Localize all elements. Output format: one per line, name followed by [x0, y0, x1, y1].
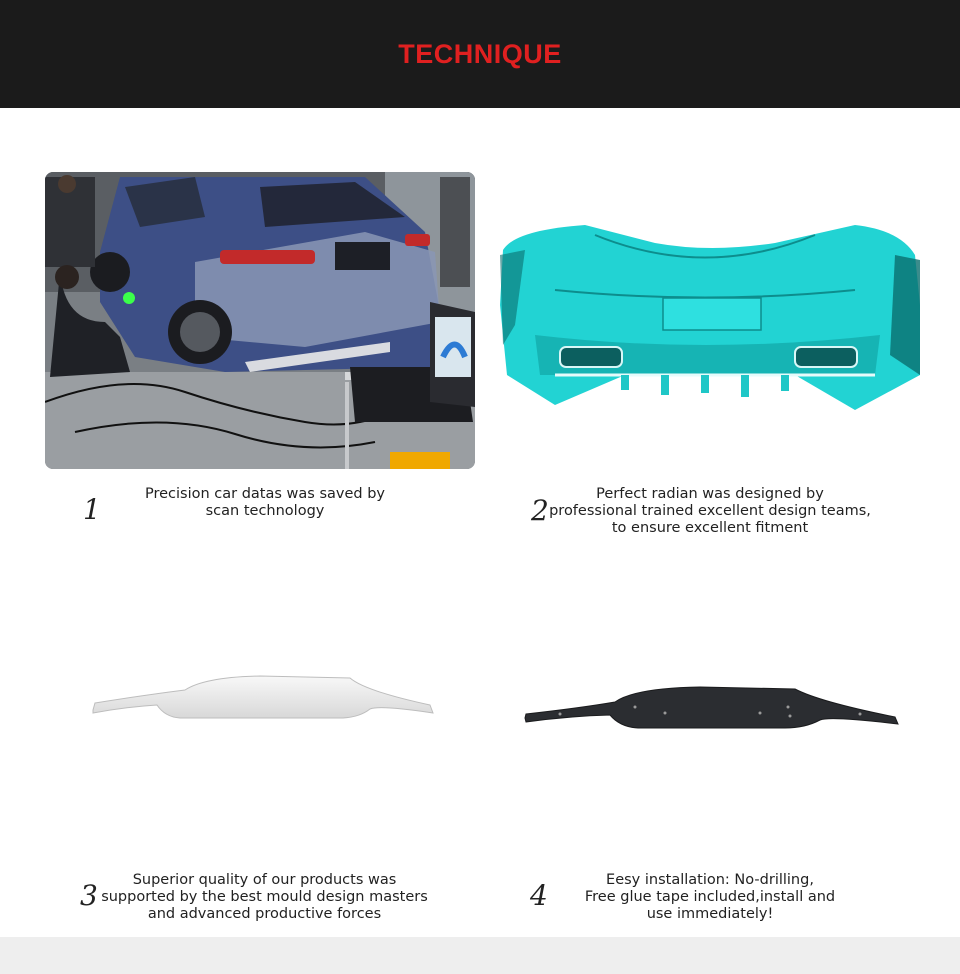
- step-number-3: 3: [80, 879, 98, 912]
- step-caption-2: [545, 486, 875, 537]
- 3d-scan-render: [495, 215, 925, 415]
- caption-line: professional trained excellent design teams,: [549, 503, 871, 519]
- step-caption-4: [570, 872, 850, 923]
- caption-line: and advanced productive forces: [147, 906, 382, 922]
- caption-line: Free glue tape included,install and: [584, 889, 836, 905]
- caption-line: Perfect radian was designed by: [596, 486, 824, 502]
- step-number-1: 1: [83, 493, 101, 526]
- white-diffuser-mould: [85, 665, 440, 725]
- caption-line: Precision car datas was saved by: [144, 486, 385, 502]
- caption-line: to ensure excellent fitment: [611, 520, 809, 536]
- page-title: TECHNIQUE: [398, 38, 562, 69]
- header-band: [0, 0, 960, 108]
- caption-line: scan technology: [205, 503, 325, 519]
- step-caption-3: [97, 872, 432, 923]
- car-scanning-photo: [45, 172, 475, 469]
- caption-line: Superior quality of our products was: [132, 872, 397, 888]
- step-number-4: 4: [530, 879, 548, 912]
- step-caption-1: [115, 486, 415, 520]
- black-diffuser-part: [520, 680, 905, 735]
- step-number-2: 2: [531, 494, 549, 527]
- caption-line: Eesy installation: No-drilling,: [606, 872, 814, 888]
- caption-line: use immediately!: [646, 906, 774, 922]
- footer-band: [0, 937, 960, 974]
- caption-line: supported by the best mould design masters: [101, 889, 428, 905]
